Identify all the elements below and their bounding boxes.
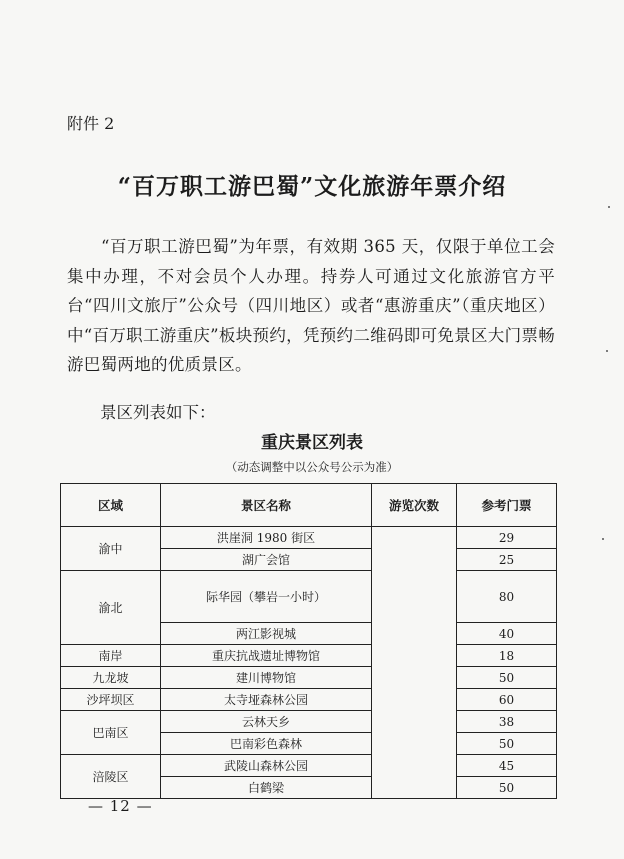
spot-name-cell: 武陵山森林公园 [161,755,372,777]
price-cell: 25 [457,549,557,571]
region-cell: 渝中 [61,527,161,571]
price-cell: 80 [457,571,557,623]
spot-name-cell: 云林天乡 [161,711,372,733]
scan-speck [602,538,604,540]
spot-name-cell: 湖广会馆 [161,549,372,571]
scan-speck [606,350,608,352]
list-intro: 景区列表如下： [100,403,216,422]
visit-count-cell [372,527,457,799]
price-cell: 38 [457,711,557,733]
spot-name-cell: 际华园（攀岩一小时） [161,571,372,623]
spot-name-cell: 洪崖洞 1980 街区 [161,527,372,549]
table-title: 重庆景区列表 [261,433,363,453]
table-row [61,667,557,689]
table-row [61,689,557,711]
header-spot-name: 景区名称 [161,484,372,527]
spot-name-cell: 太寺垭森林公园 [161,689,372,711]
price-cell: 50 [457,667,557,689]
table-row [61,527,557,549]
table-header-row [61,484,557,527]
region-cell: 沙坪坝区 [61,689,161,711]
spot-name-cell: 建川博物馆 [161,667,372,689]
table-row [61,571,557,623]
price-cell: 50 [457,777,557,799]
spot-name-cell: 白鹤梁 [161,777,372,799]
price-cell: 50 [457,733,557,755]
spot-name-cell: 两江影视城 [161,623,372,645]
spot-name-cell: 巴南彩色森林 [161,733,372,755]
header-visit-count: 游览次数 [372,484,457,527]
region-cell: 涪陵区 [61,755,161,799]
header-ref-price: 参考门票 [457,484,557,527]
price-cell: 45 [457,755,557,777]
table-row [61,645,557,667]
region-cell: 南岸 [61,645,161,667]
table-subtitle: （动态调整中以公众号公示为准） [225,460,399,474]
attachment-label: 附件 2 [67,114,115,133]
page-number: — 12 — [88,797,153,815]
region-cell: 巴南区 [61,711,161,755]
price-cell: 60 [457,689,557,711]
scenic-spot-table [60,483,557,799]
region-cell: 九龙坡 [61,667,161,689]
scan-speck [608,206,610,208]
spot-name-cell: 重庆抗战遗址博物馆 [161,645,372,667]
price-cell: 18 [457,645,557,667]
region-cell: 渝北 [61,571,161,645]
price-cell: 40 [457,623,557,645]
price-cell: 29 [457,527,557,549]
header-region: 区域 [61,484,161,527]
table-row [61,711,557,733]
table-row [61,755,557,777]
document-title: “百万职工游巴蜀”文化旅游年票介绍 [117,173,507,200]
intro-paragraph: “百万职工游巴蜀”为年票，有效期 365 天，仅限于单位工会集中办理，不对会员个人办理。持券人可通过文化旅游官方平台“四川文旅厅”公众号（四川地区）或者“惠游重庆”（重庆地区）中“百万职工游重庆”板块预约，凭预约二维码即可免景区大门票畅游巴蜀两地的优质景区。 [67,237,555,374]
